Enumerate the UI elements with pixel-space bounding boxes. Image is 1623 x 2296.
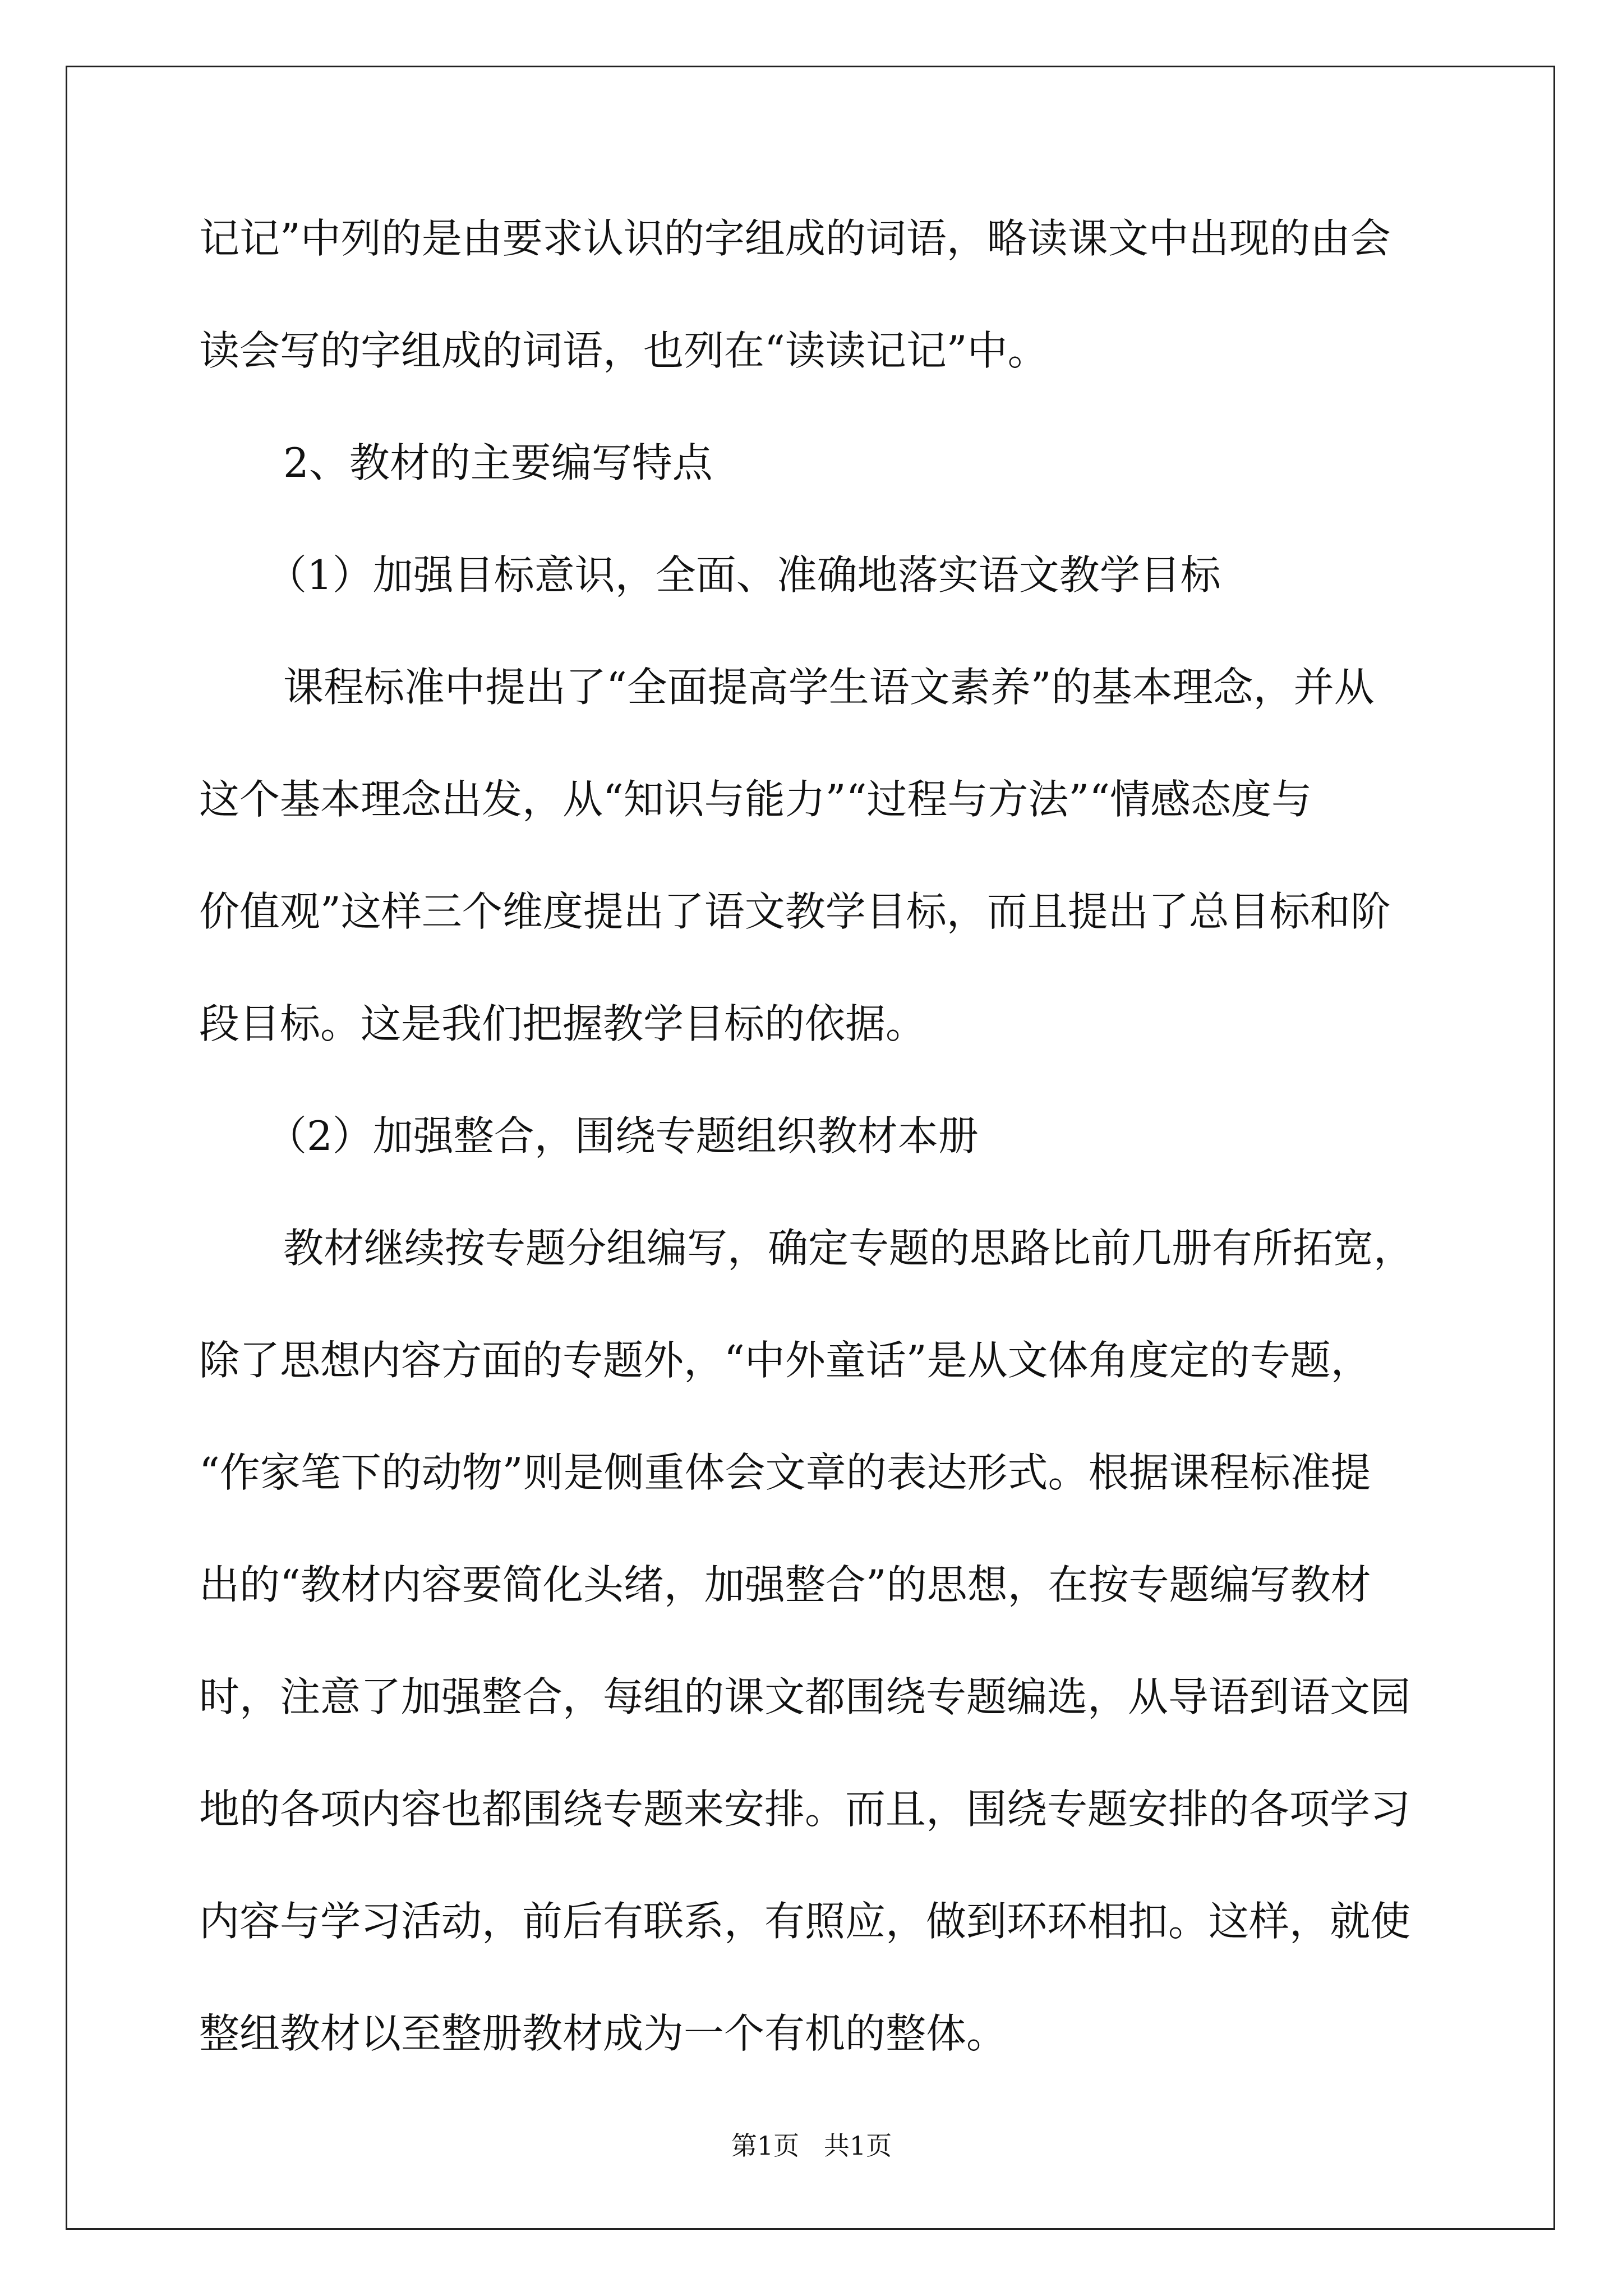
paragraph-line: 课程标准中提出了“全面提高学生语文素养”的基本理念，并从	[283, 664, 1375, 711]
paragraph-line: 记记”中列的是由要求认识的字组成的词语，略读课文中出现的由会	[199, 215, 1391, 262]
paragraph-line: 除了思想内容方面的专题外，“中外童话”是从文体角度定的专题，	[199, 1337, 1371, 1384]
subsection-heading: （1）加强目标意识，全面、准确地落实语文教学目标	[266, 551, 1221, 599]
section-heading: 2、教材的主要编写特点	[283, 439, 713, 486]
paragraph-line: 这个基本理念出发，从“知识与能力”“过程与方法”“情感态度与	[199, 776, 1312, 823]
paragraph-line: 地的各项内容也都围绕专题来安排。而且，围绕专题安排的各项学习	[199, 1786, 1411, 1833]
paragraph-line: 内容与学习活动，前后有联系，有照应，做到环环相扣。这样，就使	[199, 1898, 1411, 1945]
subsection-heading: （2）加强整合，围绕专题组织教材本册	[266, 1112, 979, 1159]
paragraph-line: 教材继续按专题分组编写，确定专题的思路比前几册有所拓宽，	[283, 1225, 1414, 1272]
paragraph-line: “作家笔下的动物”则是侧重体会文章的表达形式。根据课程标准提	[199, 1449, 1371, 1496]
paragraph-line: 时，注意了加强整合，每组的课文都围绕专题编选，从导语到语文园	[199, 1673, 1411, 1720]
paragraph-line: 价值观”这样三个维度提出了语文教学目标，而且提出了总目标和阶	[199, 888, 1391, 935]
paragraph-line: 读会写的字组成的词语，也列在“读读记记”中。	[199, 327, 1048, 374]
paragraph-line: 整组教材以至整册教材成为一个有机的整体。	[199, 2010, 1007, 2057]
paragraph-line: 出的“教材内容要简化头绪，加强整合”的思想，在按专题编写教材	[199, 1561, 1371, 1608]
paragraph-line: 段目标。这是我们把握教学目标的依据。	[199, 1000, 926, 1047]
page-number-footer: 第1页 共1页	[731, 2131, 892, 2161]
